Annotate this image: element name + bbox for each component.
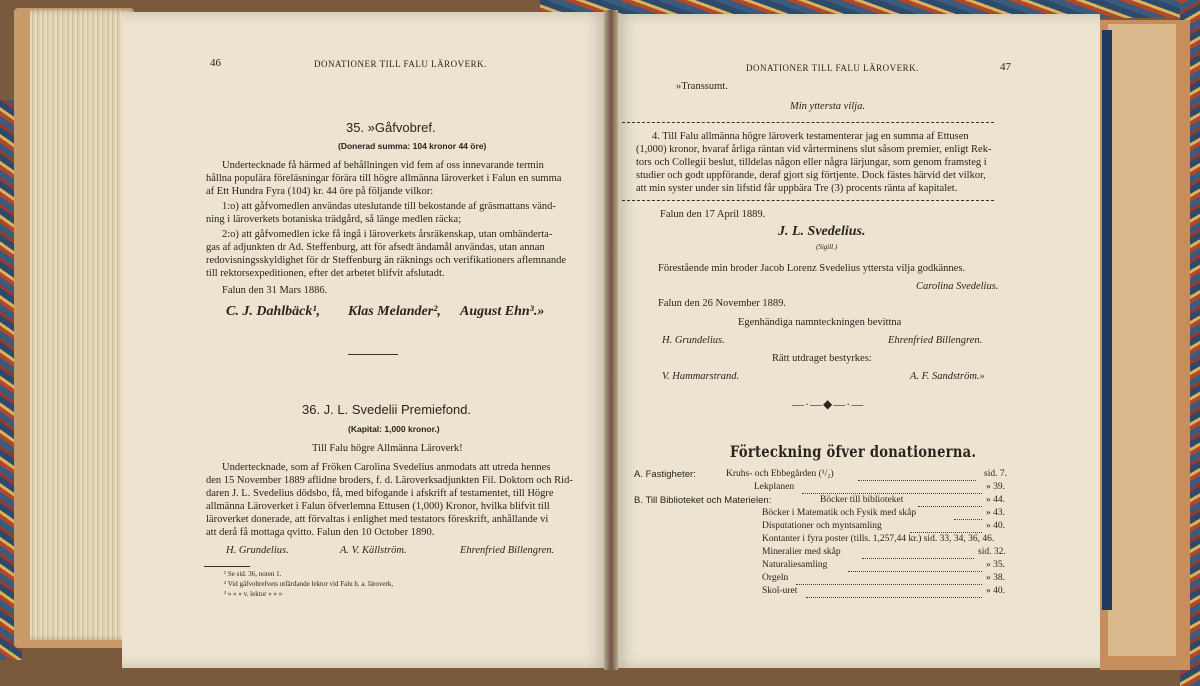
left-page [122, 12, 610, 668]
toc-leader [862, 558, 974, 559]
footnote: ¹ Se sid. 36, noten 1. [224, 570, 282, 578]
toc-ref: » 39. [986, 482, 1005, 492]
footnote-rule [204, 566, 250, 567]
toc-ref: » 43. [986, 508, 1005, 518]
para-line: 2:o) att gåfvomedlen icke få ingå i läroverkets årsräkenskap, utan omhänderta- [222, 229, 553, 240]
toc-ref: » 35. [986, 560, 1005, 570]
date: Falun den 31 Mars 1886. [222, 285, 328, 296]
right-page [612, 14, 1100, 668]
vilja-heading: Min yttersta vilja. [790, 101, 865, 112]
toc-ref: » 40. [986, 586, 1005, 596]
toc-label: B. Till Biblioteket och Materielen: [634, 495, 772, 506]
toc-ref: sid. 32. [978, 547, 1006, 557]
toc-ref: sid. 7. [984, 469, 1007, 479]
toc-entry: Skol-uret [762, 586, 798, 596]
toc-entry: Mineralier med skåp [762, 547, 841, 557]
toc-entry: Disputationer och myntsamling [762, 521, 882, 531]
signature: H. Grundelius. [662, 335, 725, 346]
toc-ref: » 44. [986, 495, 1005, 505]
address-line: Till Falu högre Allmänna Läroverk! [312, 443, 463, 454]
signature: Carolina Svedelius. [916, 281, 999, 292]
date: Falun den 26 November 1889. [658, 298, 787, 309]
para-line: att derå få mottaga qvitto. Falun den 10 October 1890. [206, 527, 435, 538]
approval: Förestående min broder Jacob Lorenz Svedelius yttersta vilja godkännes. [658, 263, 966, 274]
toc-leader [954, 519, 982, 520]
para-line: daren J. L. Svedelius dödsbo, få, med bifogande i afskrift af testamentet, till Högre [206, 488, 554, 499]
toc-ref: » 38. [986, 573, 1005, 583]
toc-entry: Orgeln [762, 573, 789, 583]
para-line: ning i läroverkets botaniska trädgård, så länge medlen räcka; [206, 214, 462, 225]
toc-label: A. Fastigheter: [634, 469, 696, 480]
date: Falun den 17 April 1889. [660, 209, 766, 220]
running-head: DONATIONER TILL FALU LÄROVERK. [314, 59, 487, 69]
para-line: Undertecknade få härmed af behållningen vid fem af oss innevarande termin [222, 160, 544, 171]
para-line: tors och Collegii beslut, tilldelas någon eller några lärjungar, som genom framsteg i [636, 157, 987, 168]
para-line: 4. Till Falu allmänna högre läroverk testamenterar jag en summa af Ettusen [652, 131, 969, 142]
signature: V. Hammarstrand. [662, 371, 740, 382]
sigill: (Sigill.) [816, 243, 838, 251]
toc-leader [848, 571, 982, 572]
para-line: af Ett Hundra Fyra (104) kr. 44 öre på följande vilkor: [206, 186, 434, 197]
para-line: hållna populära föreläsningar förära till högre allmänna läroverket i Falun en summa [206, 173, 562, 184]
page-number: 46 [210, 57, 221, 69]
para-line: läroverket donerade, att förvaltas i enlighet med testators föreskrift, anhållande vi [206, 514, 549, 525]
toc-entry: Böcker till biblioteket [820, 495, 904, 505]
signature: A. V. Källström. [340, 545, 407, 556]
para-line: den 15 November 1889 aflidne broders, f. d. Läroverksadjunkten Fil. Doktorn och Rid- [206, 475, 573, 486]
section-35-amount: (Donerad summa: 104 kronor 44 öre) [338, 141, 487, 151]
para-line: redovisningsskyldighet för dr Steffenburg än räknings och verifikationers aflemnande [206, 255, 567, 266]
toc-entry: Kruhs- och Ebbegården (¹/₂) [726, 469, 834, 479]
dashed-line [622, 200, 994, 201]
certify-heading: Rätt utdraget bestyrkes: [772, 353, 872, 364]
toc-ref: » 40. [986, 521, 1005, 531]
witness-heading: Egenhändiga namnteckningen bevittna [738, 317, 902, 328]
signature: J. L. Svedelius. [778, 224, 866, 239]
signature: Ehrenfried Billengren. [888, 335, 983, 346]
toc-leader [802, 493, 982, 494]
book-gutter [604, 10, 618, 670]
signature: August Ehn³.» [460, 304, 545, 319]
toc-title: Förteckning öfver donationerna. [730, 442, 977, 461]
footnote: ² Vid gåfvobrefvets utfärdande lektor vid Falu h. a. läroverk, [224, 580, 394, 588]
para-line: gas af adjunkten dr Ad. Steffenburg, att för afsedt ändamål användas, utan annan [206, 242, 545, 253]
para-line: till rektorsexpeditionen, efter det arbetet blifvit afslutadt. [206, 268, 445, 279]
toc-leader [910, 532, 982, 533]
ribbon-bookmark [1102, 30, 1112, 610]
toc-leader [806, 597, 982, 598]
divider [348, 354, 398, 355]
page-number: 47 [1000, 61, 1011, 73]
toc-entry: Lekplanen [754, 482, 795, 492]
para-line: allmänna Läroverket i Falun öfverlemna Ettusen (1,000) Kronor, hvilka blifvit till [206, 501, 550, 512]
para-line: att min syster under sin lifstid får uppbära Tre (3) procents ränta af kapitalet. [636, 183, 958, 194]
signature: A. F. Sandström.» [910, 371, 985, 382]
para-line: Undertecknade, som af Fröken Carolina Svedelius anmodats att utreda hennes [222, 462, 551, 473]
right-cover-inner [1108, 24, 1176, 656]
toc-entry: Böcker i Matematik och Fysik med skåp [762, 508, 917, 518]
signature: Ehrenfried Billengren. [460, 545, 555, 556]
footnote: ³ » » » v. lektor » » » [224, 590, 283, 598]
para-line: (1,000) kronor, hvaraf årliga räntan vid vårterminens slut såsom premier, enligt Rek- [636, 144, 992, 155]
para-line: studier och godt uppförande, deraf gjort sig förtjente. Dock fästes härvid det vilkor, [636, 170, 986, 181]
signature: Klas Melander², [348, 304, 441, 319]
toc-leader [796, 584, 982, 585]
signature: C. J. Dahlbäck¹, [226, 304, 321, 319]
toc-entry: Kontanter i fyra poster (tills. 1,257,44 kr.) sid. 33, 34, 36, 46. [762, 534, 995, 544]
toc-leader [858, 480, 976, 481]
signature: H. Grundelius. [226, 545, 289, 556]
toc-leader [918, 506, 982, 507]
dashed-line [622, 122, 994, 123]
section-35-title: 35. »Gåfvobref. [346, 120, 436, 135]
section-36-title: 36. J. L. Svedelii Premiefond. [302, 402, 472, 417]
running-head: DONATIONER TILL FALU LÄROVERK. [746, 63, 919, 73]
ornament: —·—◆—·— [792, 397, 865, 411]
transsumt: »Transsumt. [676, 81, 728, 92]
para-line: 1:o) att gåfvomedlen användas uteslutande till bekostande af gräsmattans vänd- [222, 201, 556, 212]
section-36-capital: (Kapital: 1,000 kronor.) [348, 424, 440, 434]
page-edges [30, 10, 134, 640]
toc-entry: Naturaliesamling [762, 560, 828, 570]
